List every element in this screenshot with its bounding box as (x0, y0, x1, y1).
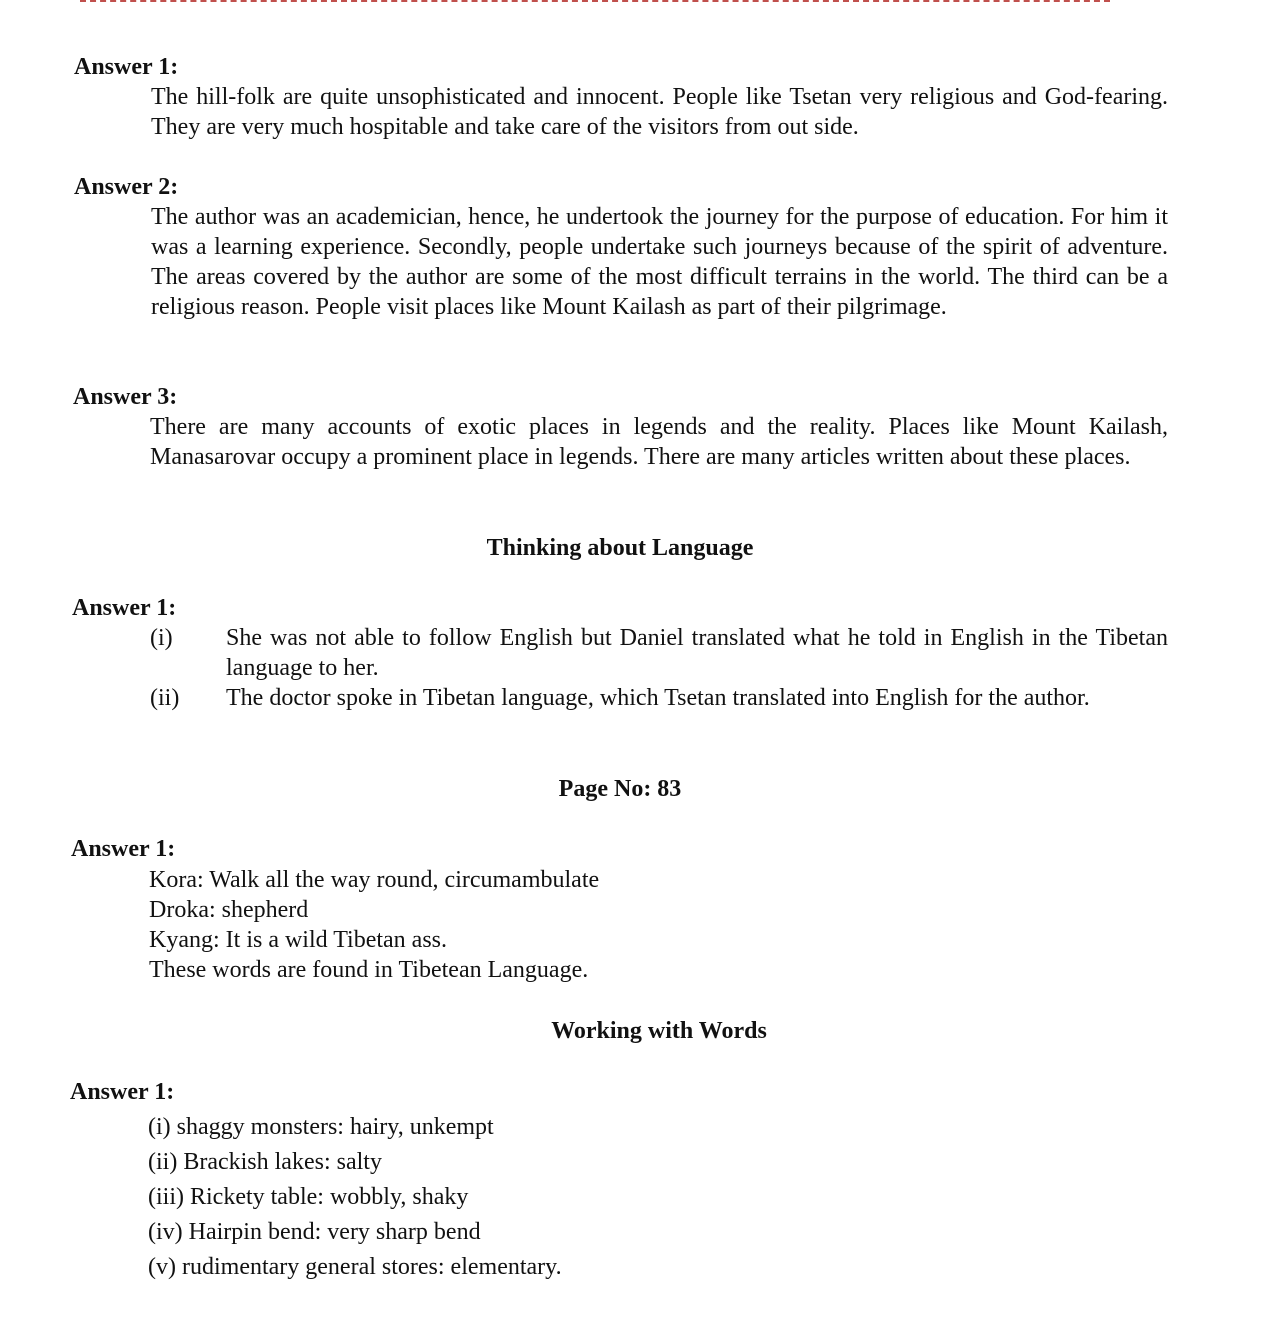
word-meaning-line: (v) rudimentary general stores: elementary. (148, 1254, 562, 1280)
list-item-text: She was not able to follow English but Daniel translated what he told in English in the Tibetan language to her. (226, 625, 1168, 681)
word-meaning-line: (iv) Hairpin bend: very sharp bend (148, 1219, 481, 1245)
words-answer-1-heading: Answer 1: (70, 1079, 175, 1105)
glossary-line: Kora: Walk all the way round, circumambulate (149, 867, 600, 893)
section-title-words: Working with Words (551, 1018, 767, 1044)
answer-1-heading: Answer 1: (74, 54, 179, 80)
section-title-language: Thinking about Language (486, 535, 754, 561)
list-item-text: The doctor spoke in Tibetan language, which Tsetan translated into English for the author. (226, 685, 1090, 711)
glossary-line: Kyang: It is a wild Tibetan ass. (149, 927, 447, 953)
language-answer-1-heading: Answer 1: (72, 595, 177, 621)
word-meaning-line: (ii) Brackish lakes: salty (148, 1149, 382, 1175)
top-divider (80, 0, 1110, 4)
answer-3-heading: Answer 3: (73, 384, 178, 410)
section-title-page: Page No: 83 (558, 776, 682, 802)
answer-2-heading: Answer 2: (74, 174, 179, 200)
answer-3-text: There are many accounts of exotic places in legends and the reality. Places like Mount Kailash, Manasarovar occupy a prominent place in legends. There are many articles written about these places. (150, 414, 1168, 470)
answer-2-text: The author was an academician, hence, he undertook the journey for the purpose of education. For him it was a learning experience. Secondly, people undertake such journeys because of the spirit of adventure. The areas covered by the author are some of the most difficult terrains in the world. The third can be a religious reason. People visit places like Mount Kailash as part of their pilgrimage. (151, 204, 1168, 320)
list-marker: (ii) (150, 685, 180, 711)
word-meaning-line: (i) shaggy monsters: hairy, unkempt (148, 1114, 494, 1140)
page-answer-1-heading: Answer 1: (71, 836, 176, 862)
list-marker: (i) (150, 625, 173, 651)
word-meaning-line: (iii) Rickety table: wobbly, shaky (148, 1184, 469, 1210)
glossary-line: Droka: shepherd (149, 897, 309, 923)
answer-1-text: The hill-folk are quite unsophisticated and innocent. People like Tsetan very religious and God-fearing. They are very much hospitable and take care of the visitors from out side. (151, 84, 1168, 140)
glossary-line: These words are found in Tibetean Language. (149, 957, 589, 983)
